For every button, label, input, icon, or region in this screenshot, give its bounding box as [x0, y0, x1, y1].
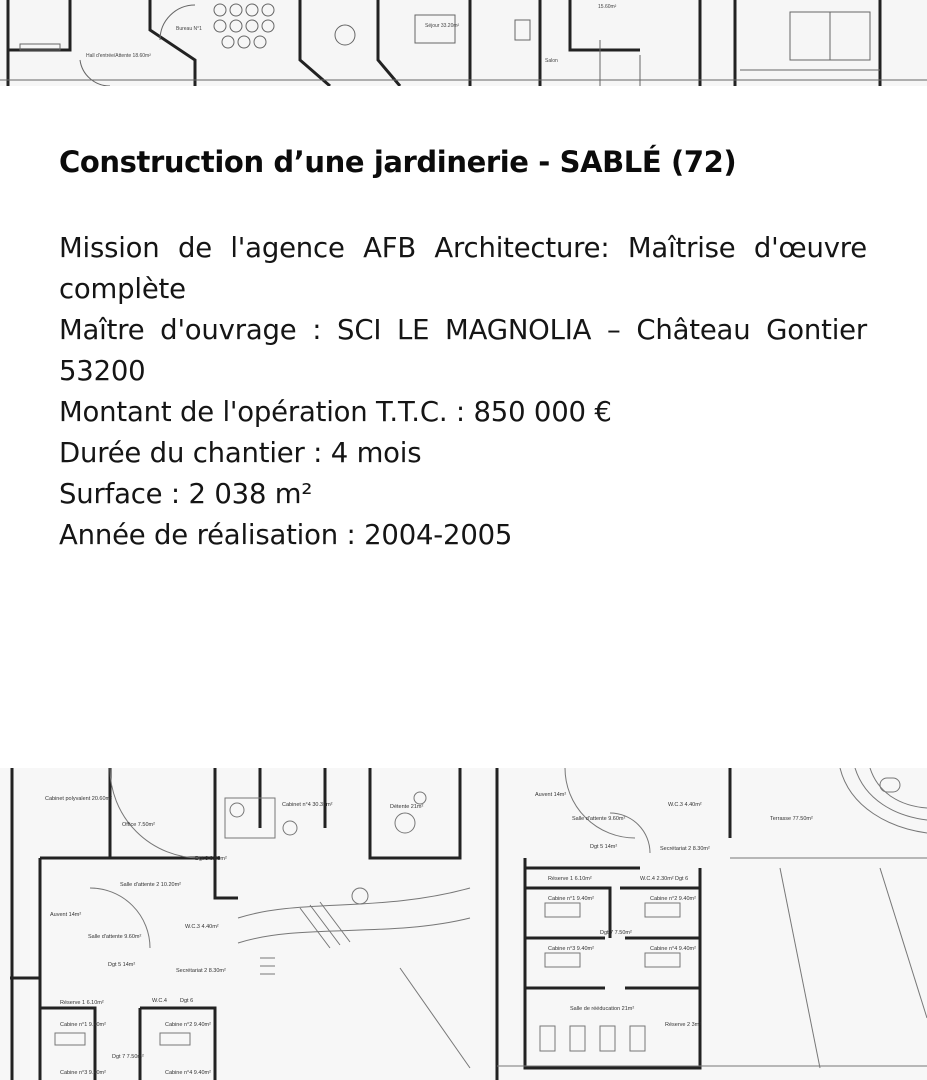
room-label: Cabine n°3 9.40m² [548, 946, 594, 952]
room-label: Secrétariat 2 8.30m² [660, 846, 710, 852]
client-line: Maître d'ouvrage : SCI LE MAGNOLIA – Château Gontier 53200 [59, 314, 867, 387]
room-label: Auvent 14m² [535, 792, 567, 798]
year-line: Année de réalisation : 2004-2005 [59, 519, 513, 551]
room-label: Cabine n°2 9.40m² [165, 1022, 211, 1028]
room-label: Cabine n°4 9.40m² [165, 1070, 211, 1076]
room-label: Réserve 1 6.10m² [60, 1000, 104, 1006]
room-label: Dgt 3 6.80m² [195, 856, 227, 862]
room-label: Cabine n°3 9.40m² [60, 1070, 106, 1076]
room-label: Cabine n°1 9.40m² [60, 1022, 106, 1028]
plan-label: Salon [545, 58, 558, 64]
room-label: Réserve 2 3m² [665, 1022, 702, 1028]
amount-line: Montant de l'opération T.T.C. : 850 000 € [59, 396, 612, 428]
room-label: Salle d'attente 2 10.20m² [120, 882, 181, 888]
room-label: Office 7.50m² [122, 822, 155, 828]
mission-line: Mission de l'agence AFB Architecture: Maîtrise d'œuvre complète [59, 232, 867, 305]
floor-plan-bottom [0, 768, 927, 1080]
room-label: Dgt 7 7.50m² [600, 930, 632, 936]
room-label: Salle de rééducation 21m² [570, 1006, 635, 1012]
room-label: W.C.4 2.30m² [640, 876, 674, 882]
surface-line: Surface : 2 038 m² [59, 478, 313, 510]
room-label: W.C.3 4.40m² [185, 924, 219, 930]
room-label: Dgt 5 14m² [590, 844, 618, 850]
room-label: Secrétariat 2 8.30m² [176, 968, 226, 974]
duration-line: Durée du chantier : 4 mois [59, 437, 422, 469]
room-label: Dgt 6 [180, 998, 194, 1004]
room-label: Auvent 14m² [50, 912, 82, 918]
project-title: Construction d’une jardinerie - SABLÉ (72) [59, 145, 737, 179]
plan-label: Séjour 33.20m² [425, 23, 460, 29]
floor-plan-top-drawing [0, 0, 927, 86]
project-description [59, 140, 867, 556]
room-label: Terrasse 77.50m² [770, 816, 813, 822]
room-label: Dgt 7 7.50m² [112, 1054, 144, 1060]
room-label: Détente 21m² [390, 804, 424, 810]
room-label: Cabine n°4 9.40m² [650, 946, 696, 952]
plan-label: Hall d'entrée/Attente 18.60m² [86, 53, 151, 59]
room-label: W.C.3 4.40m² [668, 802, 702, 808]
room-label: Dgt 6 [675, 876, 689, 882]
floor-plan-bottom-drawing [0, 768, 927, 1080]
room-label: Salle d'attente 9.60m² [572, 816, 626, 822]
room-label: W.C.4 [152, 998, 167, 1004]
room-label: Salle d'attente 9.60m² [88, 934, 142, 940]
room-label: Cabine n°2 9.40m² [650, 896, 696, 902]
room-label: Réserve 1 6.10m² [548, 876, 592, 882]
room-label: Dgt 5 14m² [108, 962, 136, 968]
room-label: Cabine n°1 9.40m² [548, 896, 594, 902]
plan-label: Bureau N°1 [176, 26, 202, 32]
room-label: Cabinet n°4 30.35m² [282, 802, 333, 808]
room-label: Cabinet polyvalent 20.60m² [45, 796, 112, 802]
floor-plan-top [0, 0, 927, 86]
project-details [59, 228, 867, 556]
plan-label: 15.60m² [598, 4, 617, 10]
